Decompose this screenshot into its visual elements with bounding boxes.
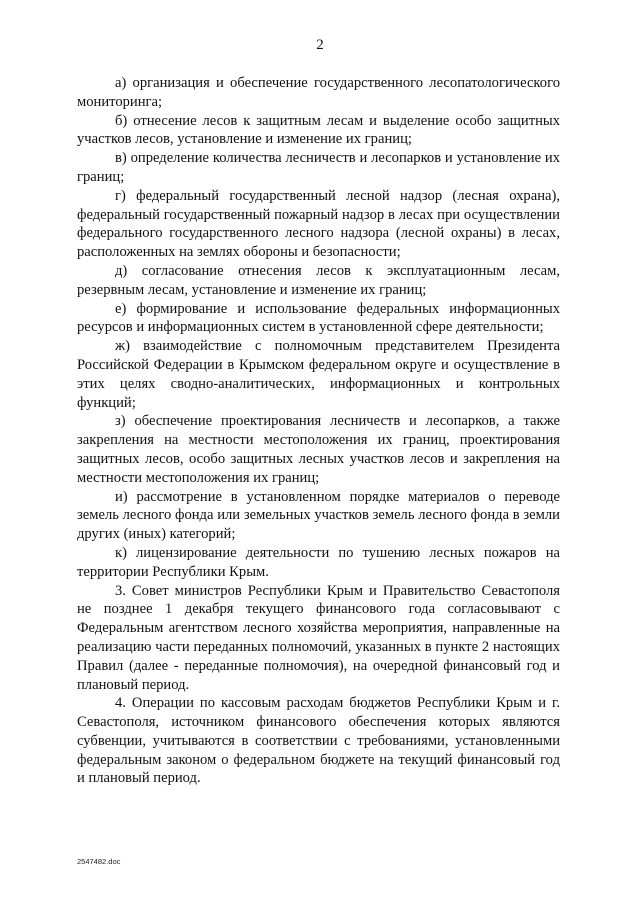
paragraph-z: з) обеспечение проектирования лесничеств и лесопарков, а также закрепления на местности местоположения их границ, проектирования защитных лесов, особо защитных лесных участков лесов и закрепления на местности местоположения их границ;: [77, 413, 560, 486]
paragraph-i: и) рассмотрение в установленном порядке материалов о переводе земель лесного фонда или земельных участков земель лесного фонда в земли других (иных) категорий;: [77, 488, 560, 543]
document-body: [77, 74, 560, 788]
page-number: 2: [316, 37, 324, 53]
paragraph-d: д) согласование отнесения лесов к эксплуатационным лесам, резервным лесам, установление и изменение их границ;: [77, 262, 560, 298]
paragraph-zh: ж) взаимодействие с полномочным представителем Президента Российской Федерации в Крымском федеральном округе и осуществление в этих целях сводно-аналитических, информационных и контрольных функций;: [77, 338, 560, 411]
paragraph-g: г) федеральный государственный лесной надзор (лесная охрана), федеральный государственный пожарный надзор в лесах при осуществлении федерального государственного лесного надзора (лесной охраны) в лесах, расположенных на землях обороны и безопасности;: [77, 187, 560, 261]
paragraph-e: е) формирование и использование федеральных информационных ресурсов и информационных систем в установленной сфере деятельности;: [77, 300, 560, 336]
footer-filename: 2547482.doc: [77, 857, 121, 866]
paragraph-b: б) отнесение лесов к защитным лесам и выделение особо защитных участков лесов, установление и изменение их границ;: [77, 112, 560, 148]
paragraph-a: а) организация и обеспечение государственного лесопатологического мониторинга;: [77, 75, 560, 110]
paragraph-v: в) определение количества лесничеств и лесопарков и установление их границ;: [77, 150, 560, 185]
paragraph-3: 3. Совет министров Республики Крым и Правительство Севастополя не позднее 1 декабря текущего финансового года согласовывают с Федеральным агентством лесного хозяйства мероприятия, направленные на реализацию части переданных полномочий, указанных в пункте 2 настоящих Правил (далее - переданные полномочия), на очередной финансовый год и плановый период.: [77, 582, 560, 693]
paragraph-4: 4. Операции по кассовым расходам бюджетов Республики Крым и г. Севастополя, источником финансового обеспечения которых являются субвенции, учитываются в соответствии с требованиями, установленными федеральным законом о федеральном бюджете на текущий финансовый год и плановый период.: [77, 695, 560, 787]
paragraph-k: к) лицензирование деятельности по тушению лесных пожаров на территории Республики Крым.: [77, 544, 560, 580]
